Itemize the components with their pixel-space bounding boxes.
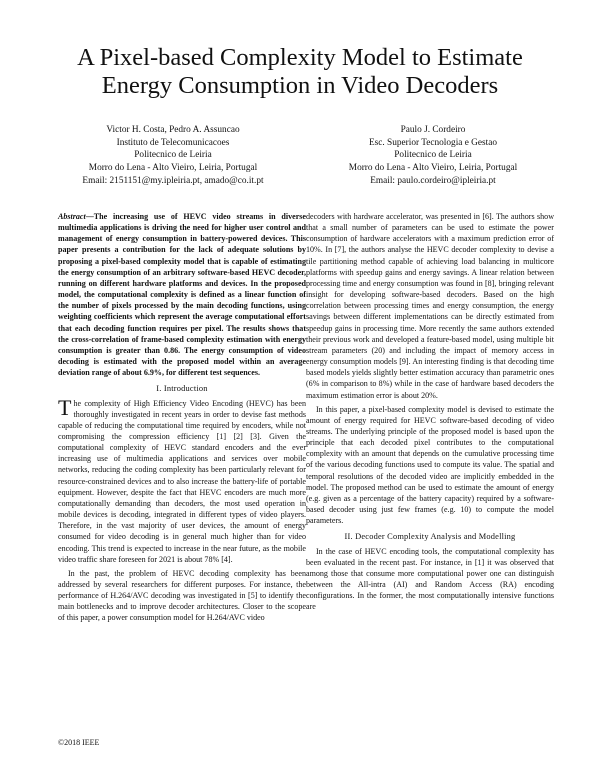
left-column — [58, 211, 306, 624]
intro-paragraph-1-text: he complexity of High Efficiency Video Encoding (HEVC) has been thoroughly investigated in recent years in order to devise fast methods capable of reducing the computational time required by encoders, while not compromising the compression efficiency [1] [2] [3]. Given the computational complexity of HEVC standard encoders and the ever increasing use of multimedia applications and services over mobile networks, reducing the coding complexity has been particularly relevant for resource-constrained devices and to also increase the battery-life of portable equipment. However, despite the fact that HEVC encoders are much more computationally demanding than decoders, the most used operation in mobile devices is decoding, integrated in different types of video players. Therefore, in the vast majority of user devices, the amount of energy consumed for video decoding is in general much higher than for video encoding. This trend is expected to increase in the near future, as the mobile video traffic share foreseen for 2021 is about 78% [4]. — [58, 398, 306, 564]
title-line-2: Energy Consumption in Video Decoders — [101, 72, 499, 99]
intro-paragraph-3: decoders with hardware accelerator, was presented in [6]. The authors show that a small number of parameters can be used to estimate the power consumption of hardware accelerators with a maximum prediction error of 10%. In [7], the authors analyse the HEVC decoder complexity to devise a tile partitioning method capable of achieving load balancing in multicore platforms with speedup gains and energy savings. A linear relation between processing time and energy consumption was found in [8], bringing relevant insight for developing software-based decoders. Based on the high correlation between processing times and energy consumption, the energy savings between different implementations can be directly estimated from speedup gains in processing time. More recently the same authors extended their previous work and developed a feature-based model, using multiple bit stream parameters (20) and including the impact of memory access in energy consumption models [9]. An interesting finding is that decoding time based models yields slightly better estimation accuracy than parametric ones (6% in comparison to 8%) while in the case of hardware based decoders the maximum estimation error is about 20%. — [306, 212, 554, 400]
author-email: Email: paulo.cordeiro@ipleiria.pt — [370, 175, 496, 186]
drop-cap: T — [58, 394, 72, 420]
abstract — [58, 211, 306, 378]
author-email: Email: 2151151@my.ipleiria.pt, amado@co.it.pt — [82, 175, 264, 186]
section2-paragraph-1: In the case of HEVC encoding tools, the computational complexity has been evaluated in the recent past. For instance, in [1] it was observed that among those that consume more computational power one can distinguish between the All-intra (AI) and Random Access (RA) encoding configurations. In the former, the most computationally intensive functions are — [306, 546, 554, 612]
author-names: Paulo J. Cordeiro — [400, 125, 466, 135]
title-line-1: A Pixel-based Complexity Model to Estimate — [77, 44, 523, 71]
intro-paragraph-2: In the past, the problem of HEVC decoding complexity has been addressed by several researchers for different purposes. For instance, the performance of H.264/AVC decoding was investigated in [5] to identify the main bottlenecks and to improve decoder architectures. Closer to the scope of this paper, a power consumption model for H.264/AVC video — [58, 568, 306, 623]
affiliation-line: Morro do Lena - Alto Vieiro, Leiria, Portugal — [88, 163, 258, 174]
author-block-1 — [58, 124, 288, 188]
abstract-text: —The increasing use of HEVC video streams in diverse multimedia applications is driving the need for higher user control and management of energy consumption in battery-powered devices. This paper presents a contribution for the lack of adequate solutions by proposing a pixel-based complexity model that is capable of estimating the energy consumption of an arbitrary software-based HEVC decoder, running on different hardware platforms and devices. In the proposed model, the computational complexity is defined as a linear function of the number of pixels processed by the main decoding functions, using weighting coefficients which represent the average computational effort that each decoding function requires per pixel. The results shows that the cross-correlation of frame-based complexity estimation with energy consumption is greater than 0.86. The energy consumption of video decoding is estimated with the proposed model within an average deviation range of about 6.9%, for different test sequences. — [58, 212, 306, 378]
affiliation-line: Politecnico de Leiria — [394, 150, 472, 161]
paper-title — [40, 44, 560, 100]
intro-paragraph-1 — [58, 394, 306, 565]
section-heading-introduction: I. Introduction — [156, 384, 208, 394]
author-names: Victor H. Costa, Pedro A. Assuncao — [106, 125, 240, 135]
author-block-2 — [318, 124, 548, 188]
affiliation-line: Morro do Lena - Alto Vieiro, Leiria, Portugal — [348, 163, 518, 174]
right-column — [306, 211, 554, 612]
copyright-notice: ©2018 IEEE — [58, 738, 100, 747]
abstract-lead: Abstract — [58, 212, 86, 221]
affiliation-line: Esc. Superior Tecnologia e Gestao — [368, 137, 497, 148]
section-heading-decoder-complexity: II. Decoder Complexity Analysis and Modelling — [344, 532, 516, 542]
affiliation-line: Politecnico de Leiria — [134, 150, 212, 161]
affiliation-line: Instituto de Telecomunicacoes — [116, 137, 230, 148]
intro-paragraph-4: In this paper, a pixel-based complexity model is devised to estimate the amount of energy required for HEVC software-based decoding of video streams. The underlying principle of the proposed model is based upon the principle that each decoded pixel contributes to the computational complexity with an amount that depends on the cumulative processing time of the various decoding functions used to compute its value. The spatial and temporal resolutions of the decoded video are implicitly embedded in the model. The proposed method can be used to estimate the amount of energy (e.g. given as a percentage of the battery capacity) required by a software-based decoder using just few frames (e.g. 10) to compute the model parameters. — [306, 404, 554, 526]
